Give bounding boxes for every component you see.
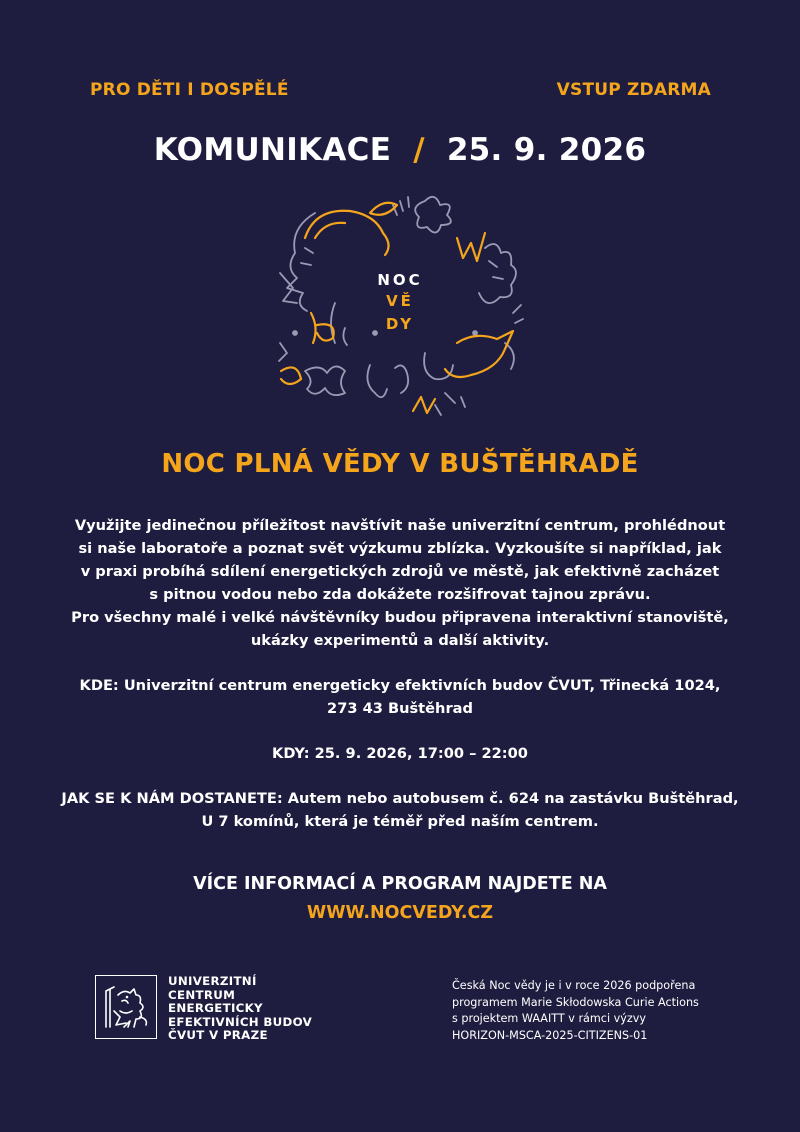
organization-logo <box>95 975 312 1043</box>
audience-tagline: PRO DĚTI I DOSPĚLÉ <box>90 80 289 100</box>
funding-line: Česká Noc vědy je i v roce 2026 podpořena <box>452 979 696 992</box>
intro-line: Využijte jedinečnou příležitost navštívit naše univerzitní centrum, prohlédnout <box>74 517 726 534</box>
noc-vedy-logo <box>275 193 525 423</box>
intro-line: v praxi probíhá sdílení energetických zdrojů ve městě, jak efektivně zacházet <box>80 563 720 580</box>
directions-line-2: U 7 komínů, která je téměř před naším centrem. <box>201 813 599 830</box>
where-line-1: KDE: Univerzitní centrum energeticky efektivních budov ČVUT, Třinecká 1024, <box>79 677 721 694</box>
org-name-line: CENTRUM <box>168 987 236 1002</box>
intro-line: Pro všechny malé i velké návštěvníky budou připravena interaktivní stanoviště, <box>71 609 729 626</box>
logo-line-noc: NOC <box>377 271 423 289</box>
org-name-line: EFEKTIVNÍCH BUDOV <box>168 1014 313 1029</box>
event-date: 25. 9. 2026 <box>446 132 647 168</box>
funding-note <box>452 978 752 1044</box>
organization-name <box>168 975 312 1043</box>
org-name-line: ČVUT V PRAZE <box>168 1028 268 1043</box>
more-info <box>0 870 800 928</box>
when-line: KDY: 25. 9. 2026, 17:00 – 22:00 <box>272 745 528 762</box>
funding-line: HORIZON-MSCA-2025-CITIZENS-01 <box>452 1028 648 1042</box>
where-line-2: 273 43 Buštěhrad <box>327 700 473 717</box>
funding-line: s projektem WAAITT v rámci výzvy <box>452 1012 646 1025</box>
logo-line-dy: DY <box>385 315 415 333</box>
funding-line: programem Marie Skłodowska Curie Actions <box>452 995 699 1009</box>
org-name-line: ENERGETICKY <box>168 1001 263 1016</box>
top-taglines <box>90 80 711 100</box>
title-separator: / <box>413 132 425 168</box>
intro-line: s pitnou vodou nebo zda dokážete rozšifrovat tajnou zprávu. <box>149 586 651 603</box>
more-info-text: VÍCE INFORMACÍ A PROGRAM NAJDETE NA <box>193 874 607 894</box>
event-subtitle: NOC PLNÁ VĚDY V BUŠTĚHRADĚ <box>161 449 639 479</box>
headline <box>0 132 800 168</box>
theme-title: KOMUNIKACE <box>153 132 392 168</box>
event-description <box>60 514 740 833</box>
lion-emblem-graphic <box>100 981 152 1033</box>
intro-line: si naše laboratoře a poznat svět výzkumu zblízka. Vyzkoušíte si například, jak <box>78 540 722 557</box>
directions-line-1: JAK SE K NÁM DOSTANETE: Autem nebo autobusem č. 624 na zastávku Buštěhrad, <box>61 790 739 807</box>
org-name-line: UNIVERZITNÍ <box>168 974 257 988</box>
website-link[interactable]: WWW.NOCVEDY.CZ <box>306 903 494 923</box>
czech-lion-icon <box>95 975 157 1039</box>
logo-line-ve: VĚ <box>386 292 414 310</box>
free-entry-tagline: VSTUP ZDARMA <box>556 80 711 100</box>
intro-line: ukázky experimentů a další aktivity. <box>250 632 550 649</box>
